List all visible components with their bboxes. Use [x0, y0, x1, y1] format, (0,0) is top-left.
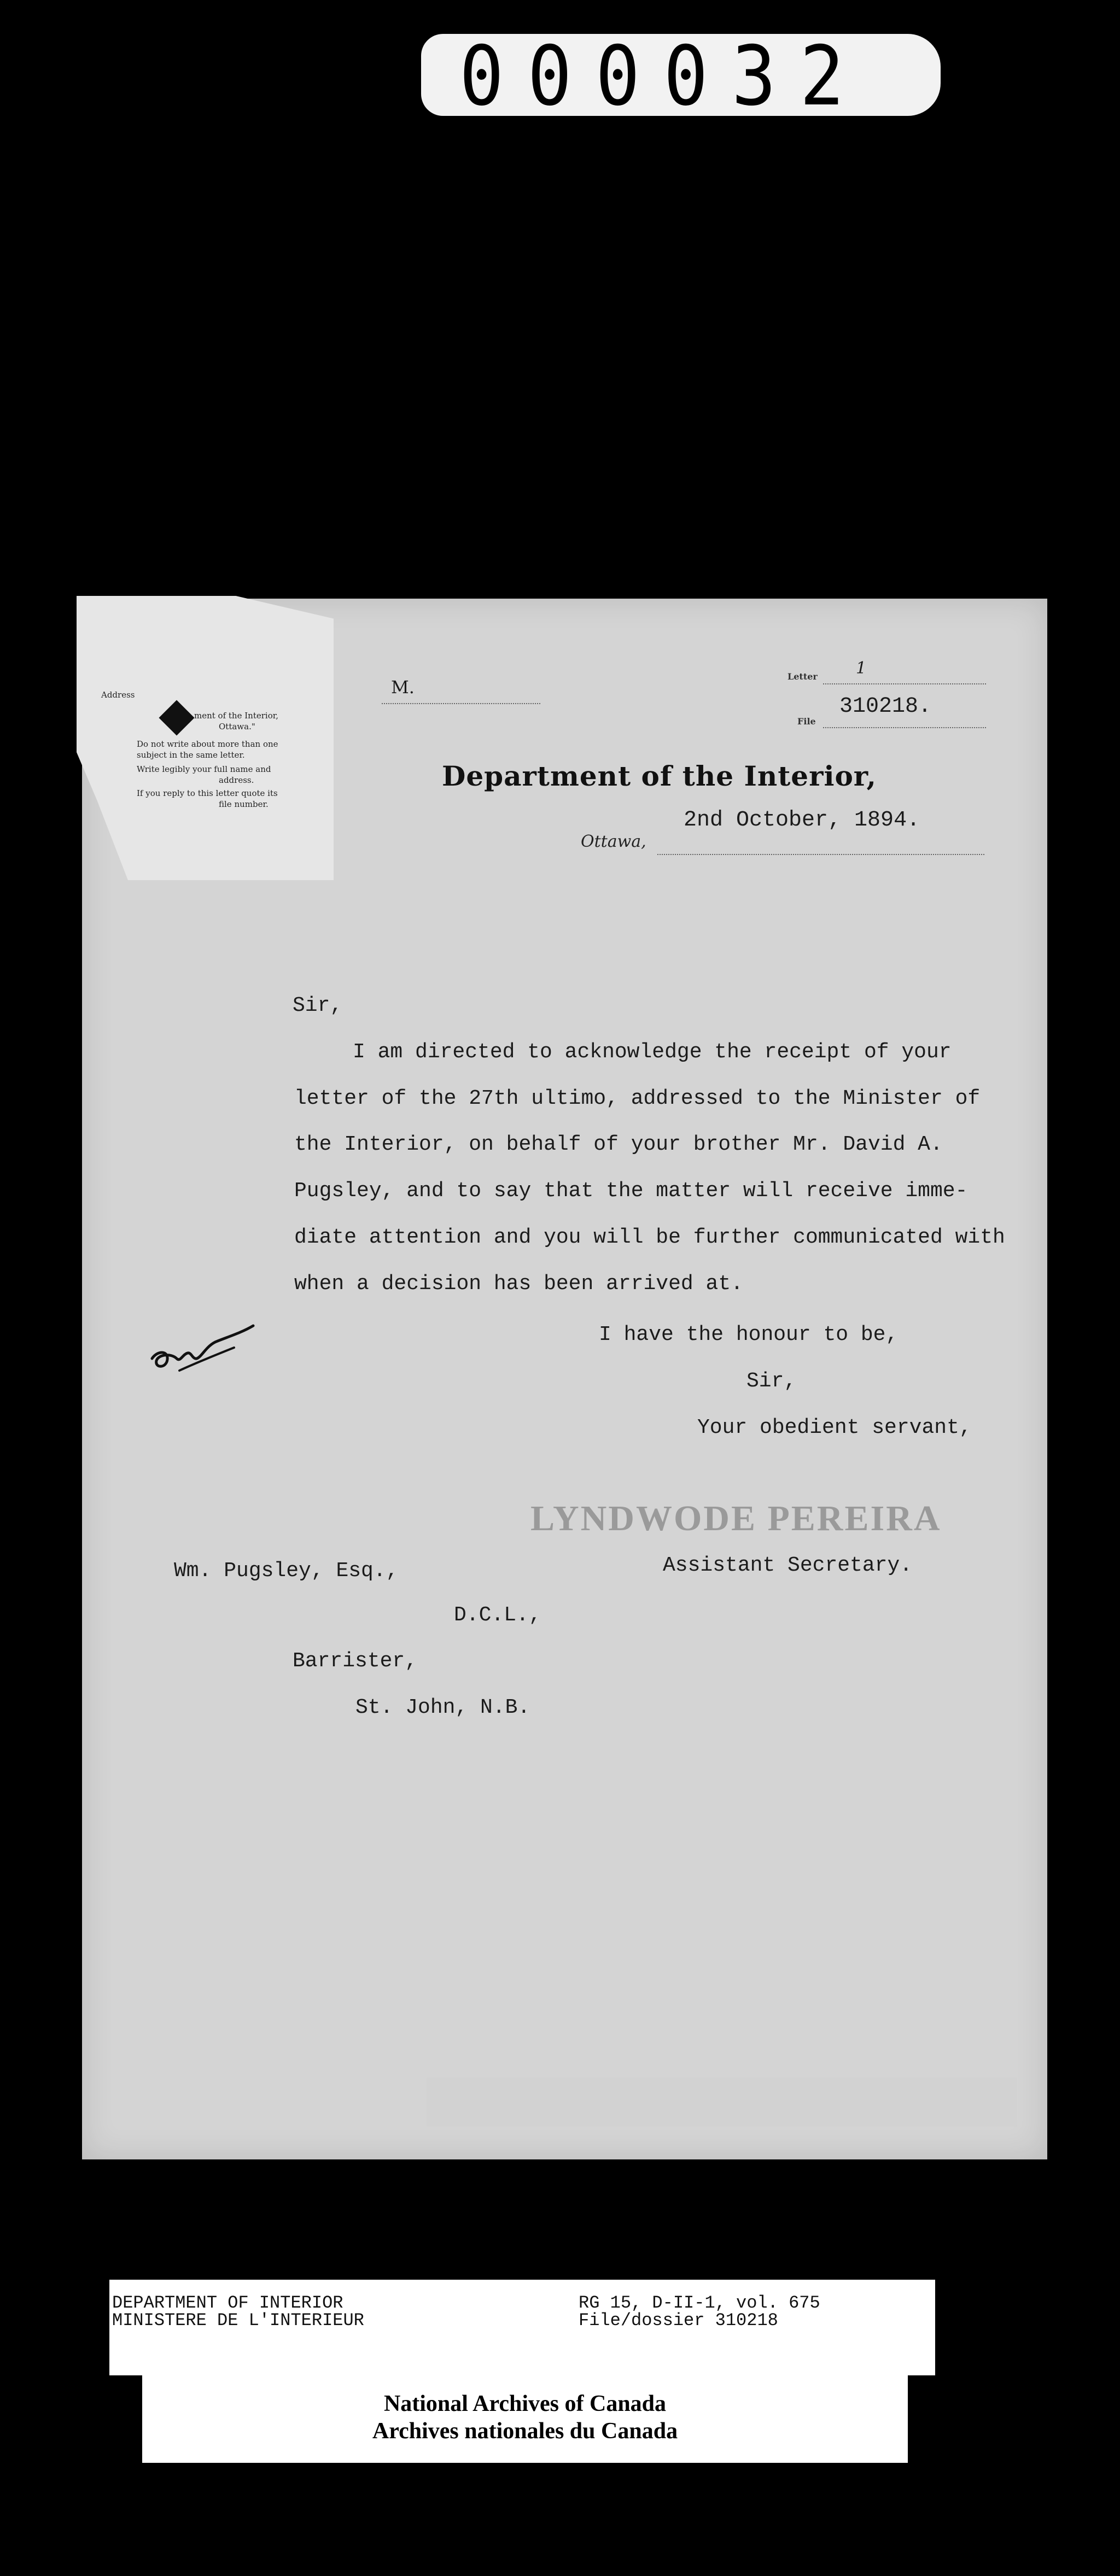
addressee-profession: Barrister,: [293, 1649, 418, 1673]
torn-line-8: If you reply to this letter quote its: [137, 788, 278, 798]
signature-stamp: LYNDWODE PEREIRA: [530, 1498, 942, 1538]
date-dotted-line: [657, 854, 984, 855]
addressee-name: Wm. Pugsley, Esq.,: [174, 1559, 399, 1583]
addressee-degree: D.C.L.,: [454, 1603, 541, 1627]
file-number: 310218.: [839, 694, 932, 719]
label-reference: RG 15, D-II-1, vol. 675: [579, 2293, 820, 2313]
closing-line-2: Sir,: [746, 1369, 797, 1393]
closing-line-1: I have the honour to be,: [599, 1323, 899, 1346]
torn-line-7: address.: [219, 775, 254, 785]
closing-line-3: Your obedient servant,: [697, 1416, 972, 1439]
torn-line-9: file number.: [219, 799, 269, 809]
torn-line-2: ment of the Interior,: [194, 711, 279, 721]
body-line-6: when a decision has been arrived at.: [294, 1272, 743, 1296]
label-dept-en: DEPARTMENT OF INTERIOR: [112, 2293, 343, 2313]
salutation: Sir,: [293, 994, 343, 1017]
letter-dotted-line: [823, 683, 986, 684]
torn-line-5: subject in the same letter.: [137, 750, 245, 760]
bleed-through-mark: [427, 2056, 1017, 2143]
letter-label: Letter: [788, 671, 818, 682]
file-label: File: [797, 716, 816, 727]
body-line-5: diate attention and you will be further communicated with: [294, 1226, 1005, 1249]
frame-number: 000032: [459, 29, 868, 124]
signatory-title: Assistant Secretary.: [663, 1554, 913, 1577]
prefix-m: M.: [391, 677, 415, 698]
file-dotted-line: [823, 727, 986, 728]
body-line-4: Pugsley, and to say that the matter will receive imme-: [294, 1179, 968, 1203]
archives-name-en: National Archives of Canada: [383, 2391, 667, 2416]
body-line-2: letter of the 27th ultimo, addressed to the Minister of: [294, 1087, 981, 1110]
handwritten-initials: [147, 1320, 261, 1380]
m-dotted-line: [382, 703, 540, 704]
torn-line-1: Address: [101, 690, 135, 700]
label-file: File/dossier 310218: [579, 2310, 778, 2331]
archives-name-fr: Archives nationales du Canada: [372, 2419, 678, 2444]
body-line-3: the Interior, on behalf of your brother Mr. David A.: [294, 1133, 943, 1156]
archives-banner: [142, 2375, 908, 2463]
place-ottawa: Ottawa,: [581, 832, 646, 851]
letter-number: 1: [856, 659, 867, 678]
torn-line-4: Do not write about more than one: [137, 739, 278, 749]
label-dept-fr: MINISTERE DE L'INTERIEUR: [112, 2310, 364, 2331]
letter-date: 2nd October, 1894.: [684, 808, 920, 833]
torn-line-6: Write legibly your full name and: [137, 764, 271, 774]
torn-line-3: Ottawa.": [219, 722, 255, 731]
addressee-city: St. John, N.B.: [355, 1696, 530, 1719]
department-heading: Department of the Interior,: [442, 760, 877, 792]
torn-corner-slip: [77, 596, 334, 880]
body-line-1: I am directed to acknowledge the receipt of your: [353, 1040, 952, 1064]
